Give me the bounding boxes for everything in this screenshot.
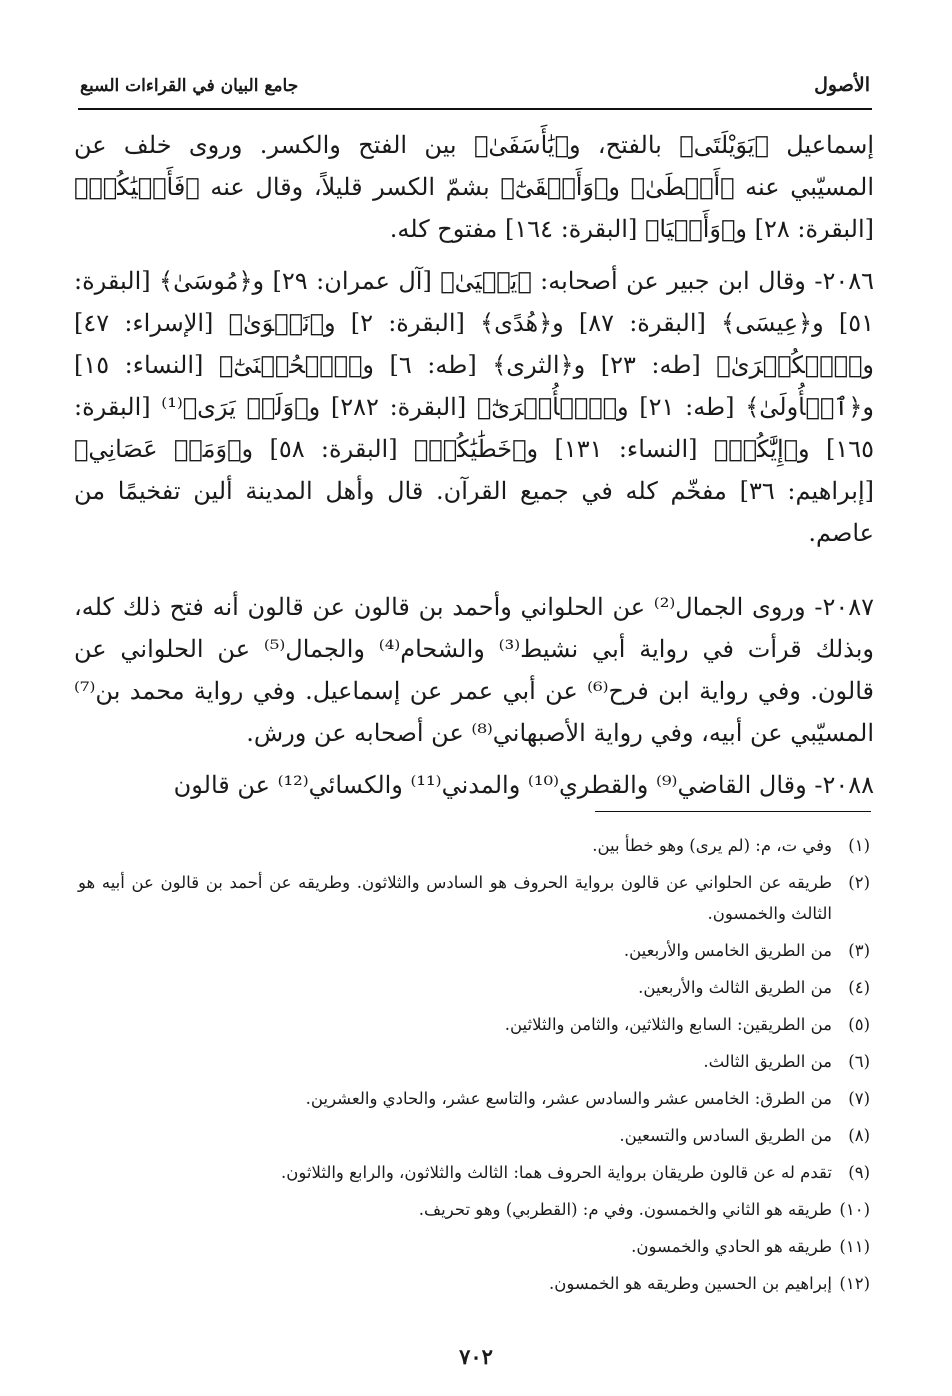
main-text-upper xyxy=(74,124,874,554)
footnote-number: (٩) xyxy=(848,1163,870,1182)
footnote-number: (٢) xyxy=(848,873,870,892)
footnote xyxy=(78,1157,870,1188)
paragraph-2088: ٢٠٨٨- وقال القاضي⁽⁹⁾ والقطري⁽¹⁰⁾ والمدني⁽¹¹⁾ والكسائي⁽¹²⁾ عن قالون xyxy=(173,771,874,799)
footnote-text: وفي ت، م: (لم يرى) وهو خطأ بين. xyxy=(592,836,832,855)
footnote xyxy=(78,1268,870,1299)
section-title: الأصول xyxy=(814,74,870,96)
footnote-number: (١١) xyxy=(839,1237,870,1256)
paragraph-2087: ٢٠٨٧- وروى الجمال⁽²⁾ عن الحلواني وأحمد بن قالون عن قالون أنه فتح ذلك كله، وبذلك قرأت في رواية أبي نشيط⁽³⁾ والشحام⁽⁴⁾ والجمال⁽⁵⁾ عن الحلواني عن قالون. وفي رواية ابن فرح⁽⁶⁾ عن أبي عمر عن إسماعيل. وفي رواية محمد بن⁽⁷⁾ المسيّبي عن أبيه، وفي رواية الأصبهاني⁽⁸⁾ عن أصحابه عن ورش. xyxy=(74,593,874,747)
footnote-text: إبراهيم بن الحسين وطريقه هو الخمسون. xyxy=(548,1274,832,1293)
footnotes xyxy=(78,830,870,1305)
footnote-text: طريقه هو الحادي والخمسون. xyxy=(631,1237,832,1256)
footnote xyxy=(78,1194,870,1225)
main-text-lower xyxy=(74,586,874,806)
footnote-number: (٨) xyxy=(848,1126,870,1145)
footnote-text: من الطريق السادس والتسعين. xyxy=(619,1126,832,1145)
paragraph-continuation: إسماعيل ﴿يَوَيْلَتَى﴾ بالفتح، و﴿يَٰأَسَفَىٰ﴾ بين الفتح والكسر. وروى خلف عن المسيّبي عنه ﴿أَعۡطَىٰ﴾ و﴿وَأَبۡقَىٰٓ﴾ بشمّ الكسر قليلاً، وقال عنه ﴿فَأَحۡيَٰكُمۡ﴾ [البقرة: ٢٨] و﴿وَأَحۡيَا﴾ [البقرة: ١٦٤] مفتوح كله. xyxy=(74,131,874,243)
paragraph-2086: ٢٠٨٦- وقال ابن جبير عن أصحابه: ﴿يَحۡيَىٰ﴾ [آل عمران: ٢٩] و﴿مُوسَىٰ﴾ [البقرة: ٥١] و﴿عِيسَى﴾ [البقرة: ٨٧] و﴿هُدًى﴾ [البقرة: ٢] و﴿نَجۡوَىٰ﴾ [الإسراء: ٤٧] و﴿ٱلۡكُبۡرَىٰ﴾ [طه: ٢٣] و﴿الثرى﴾ [طه: ٦] و﴿ٱلۡحُسۡنَىٰٓ﴾ [النساء: ١٥] و﴿ٱلۡأُولَىٰ﴾ [طه: ٢١] و﴿ٱلۡأُخۡرَىٰٓ﴾ [البقرة: ٢٨٢] و﴿وَلَوۡ يَرَى﴾⁽¹⁾ [البقرة: ١٦٥] و﴿إِيَّٰكُمۡ﴾ [النساء: ١٣١] و﴿خَطَٰيَٰكُمۡ﴾ [البقرة: ٥٨] و﴿وَمَنۡ عَصَانِي﴾ [إبراهيم: ٣٦] مفخّم كله في جميع القرآن. قال وأهل المدينة ألين تفخيمًا من عاصم. xyxy=(74,267,874,547)
running-header xyxy=(80,66,870,106)
footnote-number: (٤) xyxy=(848,978,870,997)
footnote xyxy=(78,1083,870,1114)
footnote-text: طريقه عن الحلواني عن قالون برواية الحروف هو السادس والثلاثون. وطريقه عن أحمد بن قالون عن أبيه هو الثالث والخمسون. xyxy=(78,873,832,923)
footnote-text: من الطريق الثالث. xyxy=(703,1052,832,1071)
footnote-text: من الطريقين: السابع والثلاثين، والثامن والثلاثين. xyxy=(504,1015,832,1034)
footnote-text: تقدم له عن قالون طريقان برواية الحروف هما: الثالث والثلاثون، والرابع والثلاثون. xyxy=(281,1163,832,1182)
footnote xyxy=(78,1046,870,1077)
footnote xyxy=(78,867,870,929)
footnote-number: (١٠) xyxy=(839,1200,870,1219)
footnote xyxy=(78,830,870,861)
footnote-number: (٣) xyxy=(848,941,870,960)
footnote-number: (٧) xyxy=(848,1089,870,1108)
footnote xyxy=(78,1120,870,1151)
footnote-text: من الطريق الثالث والأربعين. xyxy=(638,978,832,997)
footnote xyxy=(78,935,870,966)
footnote-number: (٥) xyxy=(848,1015,870,1034)
footnote-text: من الطريق الخامس والأربعين. xyxy=(623,941,832,960)
footnote-number: (١) xyxy=(848,836,870,855)
footnote-number: (٦) xyxy=(848,1052,870,1071)
footnote-separator xyxy=(595,811,871,812)
header-rule xyxy=(78,108,872,110)
footnote-text: من الطرق: الخامس عشر والسادس عشر، والتاسع عشر، والحادي والعشرين. xyxy=(305,1089,832,1108)
footnote-number: (١٢) xyxy=(839,1274,870,1293)
book-title: جامع البيان في القراءات السبع xyxy=(80,76,299,96)
footnote xyxy=(78,1231,870,1262)
page-number: ٧٠٢ xyxy=(459,1344,493,1369)
footnote xyxy=(78,972,870,1003)
footnote xyxy=(78,1009,870,1040)
footnote-text: طريقه هو الثاني والخمسون. وفي م: (القطربي) وهو تحريف. xyxy=(418,1200,832,1219)
